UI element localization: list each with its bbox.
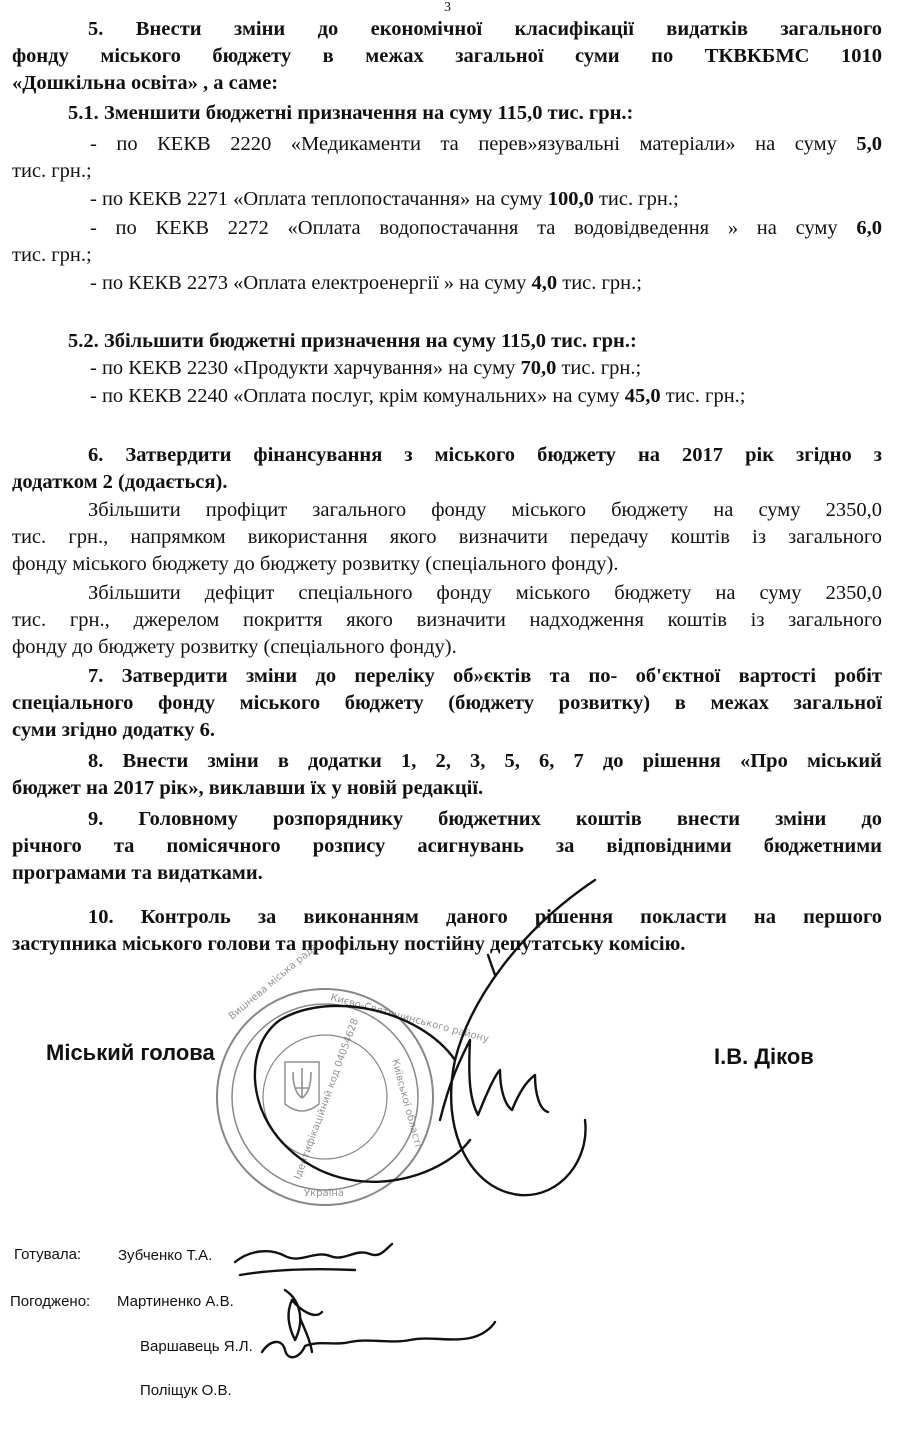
section-8-line2: бюджет на 2017 рік», виклавши їх у новій редакції. bbox=[12, 777, 484, 799]
kekv-2272-unit: тис. грн.; bbox=[12, 244, 92, 266]
kekv-2220-line bbox=[12, 131, 882, 158]
kekv-2220-amount: 5,0 bbox=[856, 133, 882, 155]
kekv-2273-line bbox=[12, 270, 882, 297]
section-7-line1: 7. Затвердити зміни до переліку об»єктів та по- об'єктної вартості робіт bbox=[88, 665, 882, 687]
section-5-1-title: 5.1. Зменшити бюджетні призначення на суму 115,0 тис. грн.: bbox=[68, 102, 634, 124]
kekv-2271-text: - по КЕКВ 2271 «Оплата теплопостачання» на суму bbox=[90, 188, 543, 210]
svg-text:Київської області: Київської області bbox=[389, 1057, 424, 1149]
kekv-2272-text: - по КЕКВ 2272 «Оплата водопостачання та водовідведення » на суму bbox=[90, 217, 838, 239]
trident-emblem-icon bbox=[285, 1062, 319, 1111]
svg-text:Вишнева міська рада: Вишнева міська рада bbox=[226, 941, 321, 1023]
kekv-2271-unit: тис. грн.; bbox=[598, 188, 679, 210]
section-5-heading-line1: 5. Внести зміни до економічної класифікації видатків загального bbox=[88, 18, 882, 40]
section-5-2-title: 5.2. Збільшити бюджетні призначення на суму 115,0 тис. грн.: bbox=[68, 330, 637, 352]
agreed-name-3: Поліщук О.В. bbox=[140, 1382, 232, 1399]
agreed-name-2: Варшавець Я.Л. bbox=[140, 1338, 253, 1355]
section-6-p1-line3: фонду міського бюджету до бюджету розвитку (спеціального фонду). bbox=[12, 553, 619, 575]
kekv-2230-unit: тис. грн.; bbox=[561, 357, 642, 379]
section-5-heading-line3: «Дошкільна освіта» , а саме: bbox=[12, 72, 279, 94]
kekv-2272-line bbox=[12, 215, 882, 242]
svg-text:Ідентифікаційний код 04054628: Ідентифікаційний код 04054628 bbox=[292, 1017, 362, 1182]
kekv-2230-line bbox=[12, 355, 882, 382]
section-6-p2-line2: тис. грн., джерелом покриття якого визначити надходження коштів із загального bbox=[12, 609, 882, 631]
signature-role: Міський голова bbox=[46, 1040, 215, 1065]
kekv-2230-text: - по КЕКВ 2230 «Продукти харчування» на суму bbox=[90, 357, 516, 379]
section-9-line2: річного та помісячного розпису асигнувань за відповідними бюджетними bbox=[12, 835, 882, 857]
section-9-line3: програмами та видатками. bbox=[12, 862, 263, 884]
section-10-line2: заступника міського голови та профільну постійну депутатську комісію. bbox=[12, 933, 686, 955]
agreed-name-1: Мартиненко А.В. bbox=[117, 1293, 234, 1310]
signature-name: І.В. Діков bbox=[714, 1044, 814, 1069]
kekv-2272-amount: 6,0 bbox=[856, 217, 883, 239]
agreed-label: Погоджено: bbox=[10, 1293, 91, 1310]
kekv-2240-text: - по КЕКВ 2240 «Оплата послуг, крім комунальних» на суму bbox=[90, 385, 620, 407]
kekv-2220-unit: тис. грн.; bbox=[12, 160, 92, 182]
svg-text:Києво-Святошинського району: Києво-Святошинського району bbox=[329, 992, 490, 1046]
section-8-line1: 8. Внести зміни в додатки 1, 2, 3, 5, 6, 7 до рішення «Про міський bbox=[88, 750, 882, 772]
kekv-2240-line bbox=[12, 383, 882, 410]
kekv-2220-text: - по КЕКВ 2220 «Медикаменти та перев»язувальні матеріали» на суму bbox=[90, 133, 837, 155]
section-7-line2: спеціального фонду міського бюджету (бюджету розвитку) в межах загальної bbox=[12, 692, 882, 714]
section-6-p2-line1: Збільшити дефіцит спеціального фонду міського бюджету на суму 2350,0 bbox=[88, 582, 882, 604]
kekv-2273-amount: 4,0 bbox=[531, 272, 558, 294]
section-9-line1: 9. Головному розпоряднику бюджетних коштів внести зміни до bbox=[88, 808, 882, 830]
prepared-label: Готувала: bbox=[14, 1246, 82, 1263]
section-6-p1-line1: Збільшити профіцит загального фонду міського бюджету на суму 2350,0 bbox=[88, 499, 882, 521]
section-6-heading-line2: додатком 2 (додається). bbox=[12, 471, 228, 493]
kekv-2271-line bbox=[12, 186, 882, 213]
section-7-line3: суми згідно додатку 6. bbox=[12, 719, 215, 741]
prepared-name: Зубченко Т.А. bbox=[118, 1247, 213, 1264]
section-10-line1: 10. Контроль за виконанням даного рішення покласти на першого bbox=[88, 906, 882, 928]
kekv-2273-text: - по КЕКВ 2273 «Оплата електроенергії » на суму bbox=[90, 272, 527, 294]
section-6-p2-line3: фонду до бюджету розвитку (спеціального фонду). bbox=[12, 636, 457, 658]
svg-text:Україна: Україна bbox=[304, 1188, 345, 1199]
kekv-2271-amount: 100,0 bbox=[547, 188, 594, 210]
section-6-heading-line1: 6. Затвердити фінансування з міського бюджету на 2017 рік згідно з bbox=[88, 444, 882, 466]
kekv-2240-unit: тис. грн.; bbox=[665, 385, 746, 407]
section-5-heading-line2: фонду міського бюджету в межах загальної суми по ТКВКБМС 1010 bbox=[12, 45, 882, 67]
kekv-2230-amount: 70,0 bbox=[520, 357, 557, 379]
page-number: 3 bbox=[444, 0, 451, 15]
kekv-2240-amount: 45,0 bbox=[624, 385, 661, 407]
section-6-p1-line2: тис. грн., напрямком використання якого визначити передачу коштів із загального bbox=[12, 526, 882, 548]
kekv-2273-unit: тис. грн.; bbox=[562, 272, 642, 294]
